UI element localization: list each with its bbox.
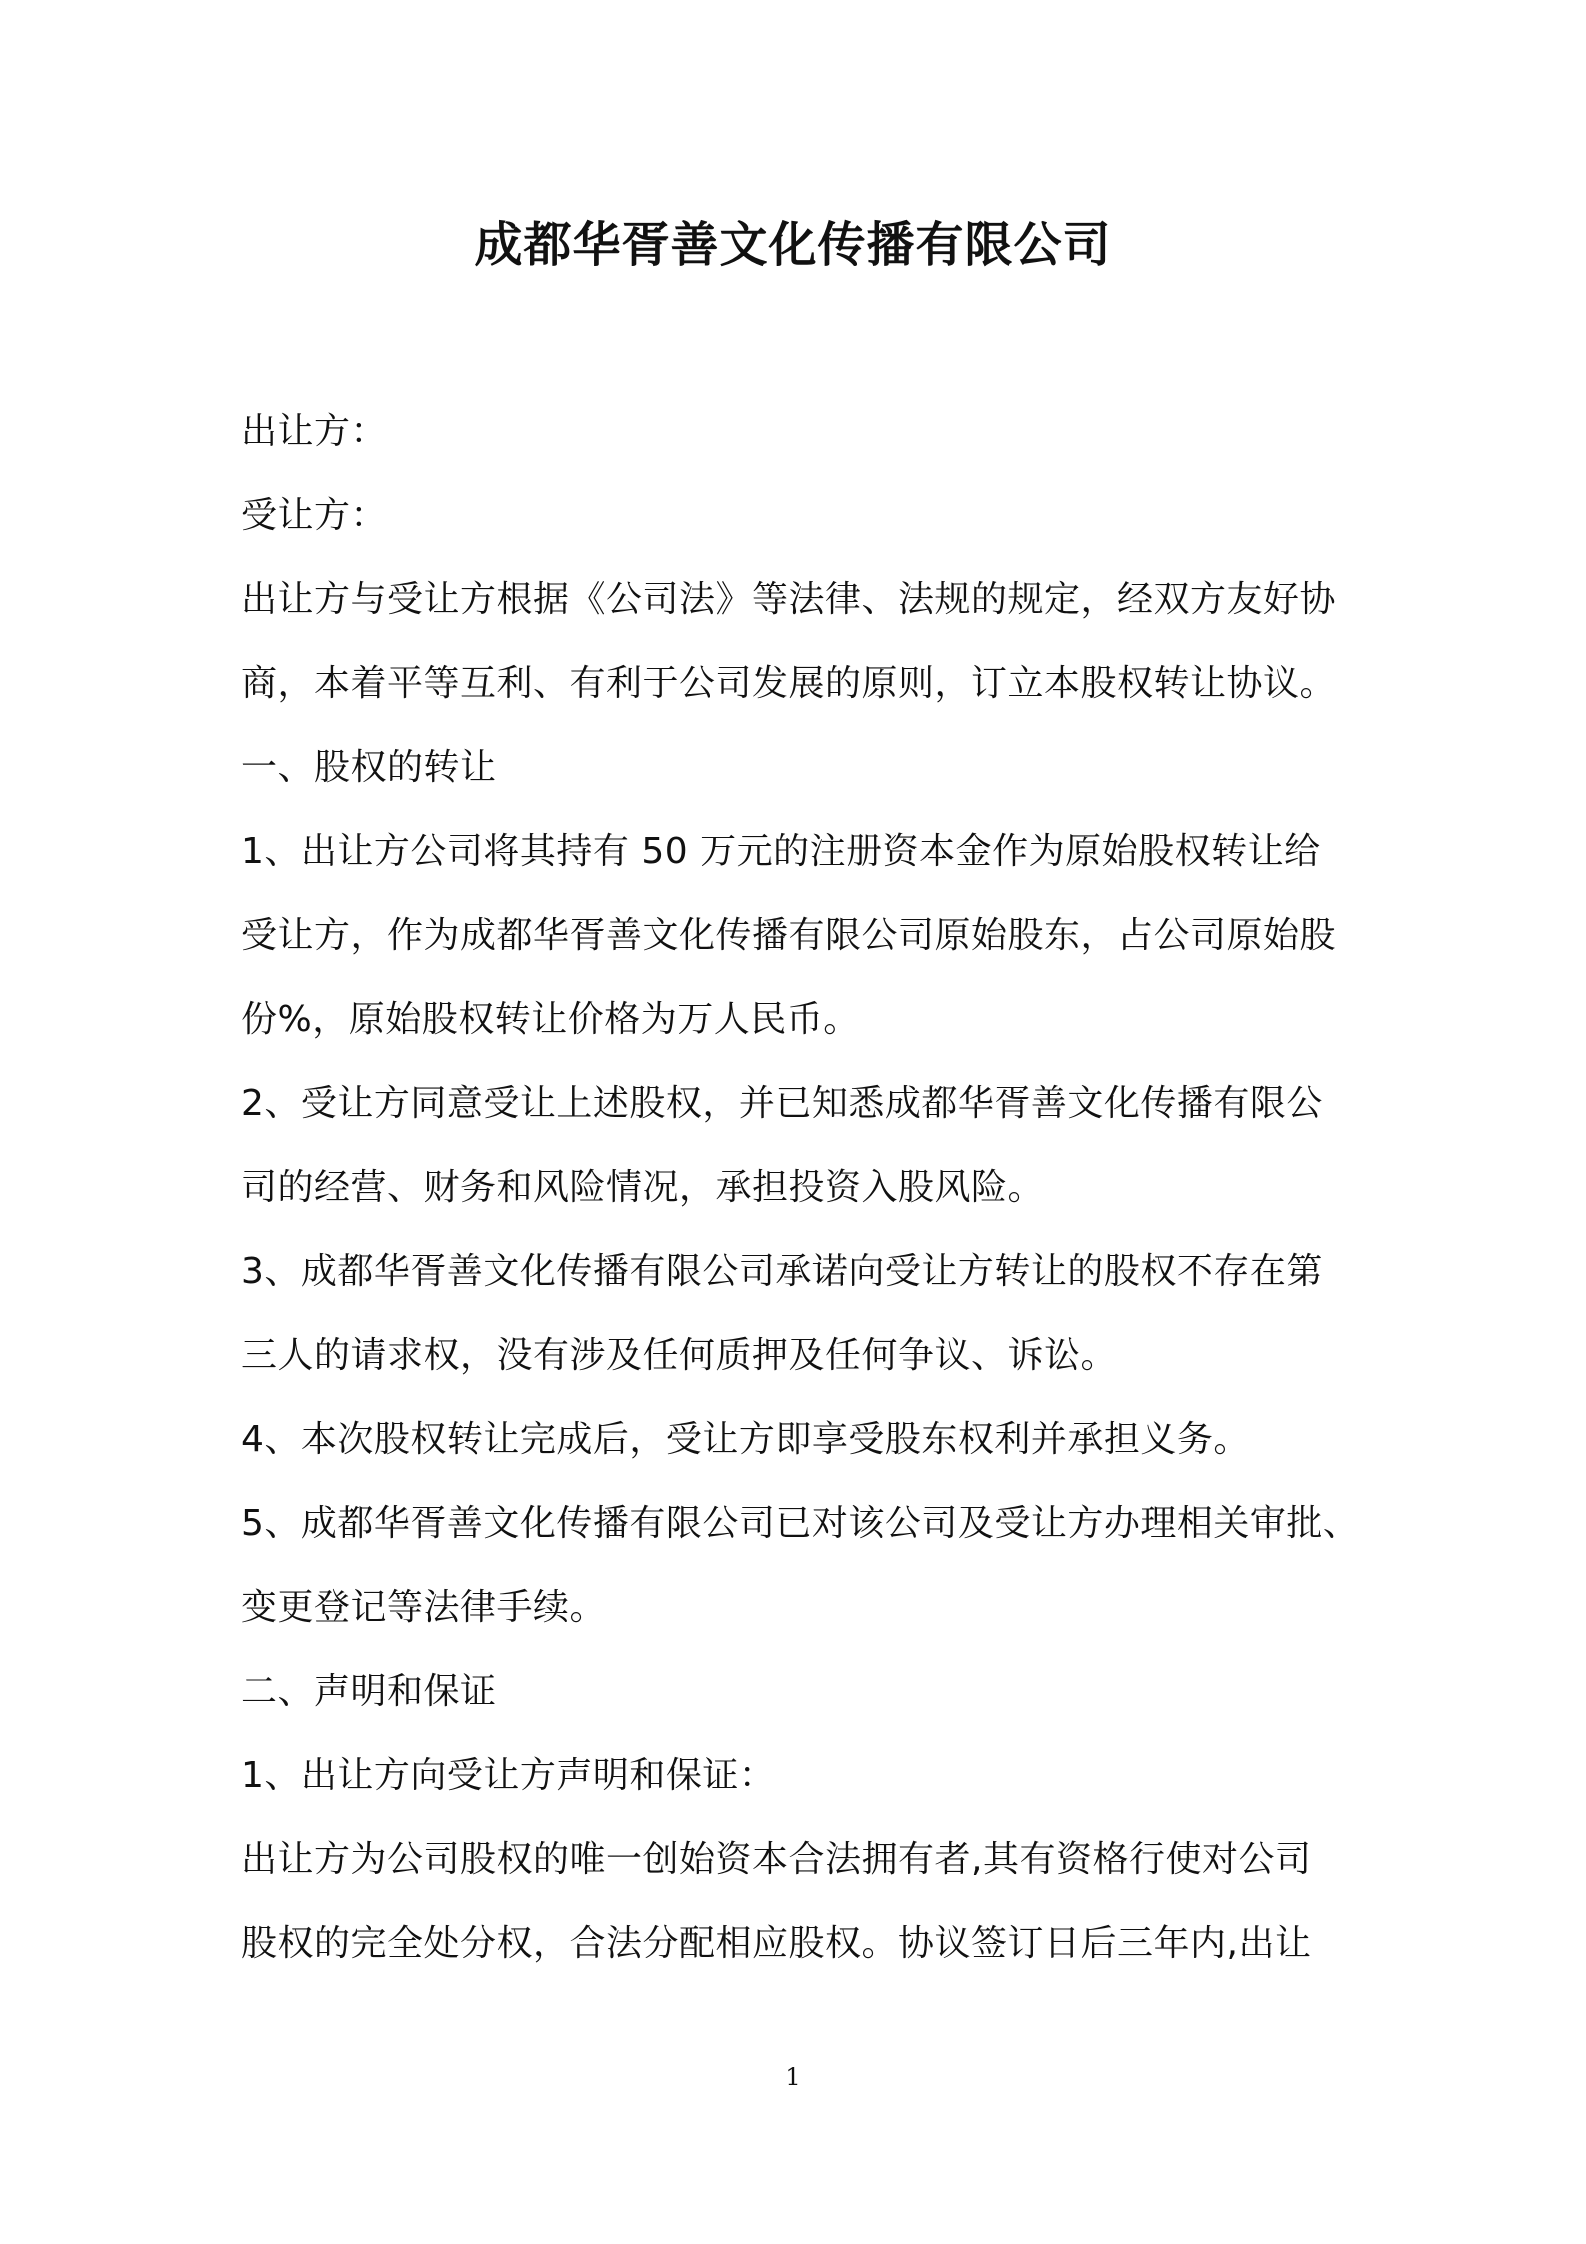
section-heading-1: 一、股权的转让 [241, 747, 497, 788]
party-transferor-line: 出让方： [241, 411, 388, 452]
clause-2-1-line-2: 股权的完全处分权，合法分配相应股权。协议签订日后三年内,出让 [241, 1923, 1312, 1964]
clause-1-1-line-2: 受让方，作为成都华胥善文化传播有限公司原始股东，占公司原始股 [241, 915, 1337, 956]
party-transferee-line: 受让方： [241, 495, 388, 536]
clause-1-3-line-2: 三人的请求权，没有涉及任何质押及任何争议、诉讼。 [241, 1335, 1118, 1376]
clause-1-3-line-1: 3、成都华胥善文化传播有限公司承诺向受让方转让的股权不存在第 [241, 1251, 1323, 1292]
section-heading-2: 二、声明和保证 [241, 1671, 497, 1712]
clause-2-1-line-1: 出让方为公司股权的唯一创始资本合法拥有者,其有资格行使对公司 [241, 1839, 1312, 1880]
clause-1-1-line-3: 份%，原始股权转让价格为万人民币。 [241, 999, 860, 1040]
clause-1-2-line-2: 司的经营、财务和风险情况，承担投资入股风险。 [241, 1167, 1045, 1208]
page-number: 1 [785, 2063, 801, 2091]
clause-1-4-line-1: 4、本次股权转让完成后，受让方即享受股东权利并承担义务。 [241, 1419, 1250, 1460]
preamble-line-1: 出让方与受让方根据《公司法》等法律、法规的规定，经双方友好协 [241, 579, 1337, 620]
clause-1-5-line-1: 5、成都华胥善文化传播有限公司已对该公司及受让方办理相关审批、 [241, 1503, 1360, 1544]
clause-1-5-line-2: 变更登记等法律手续。 [241, 1587, 607, 1628]
clause-2-1-heading: 1、出让方向受让方声明和保证： [241, 1755, 776, 1796]
document-title: 成都华胥善文化传播有限公司 [474, 217, 1112, 273]
preamble-line-2: 商，本着平等互利、有利于公司发展的原则，订立本股权转让协议。 [241, 663, 1337, 704]
clause-1-2-line-1: 2、受让方同意受让上述股权，并已知悉成都华胥善文化传播有限公 [241, 1083, 1323, 1124]
clause-1-1-line-1: 1、出让方公司将其持有 50 万元的注册资本金作为原始股权转让给 [241, 831, 1321, 872]
